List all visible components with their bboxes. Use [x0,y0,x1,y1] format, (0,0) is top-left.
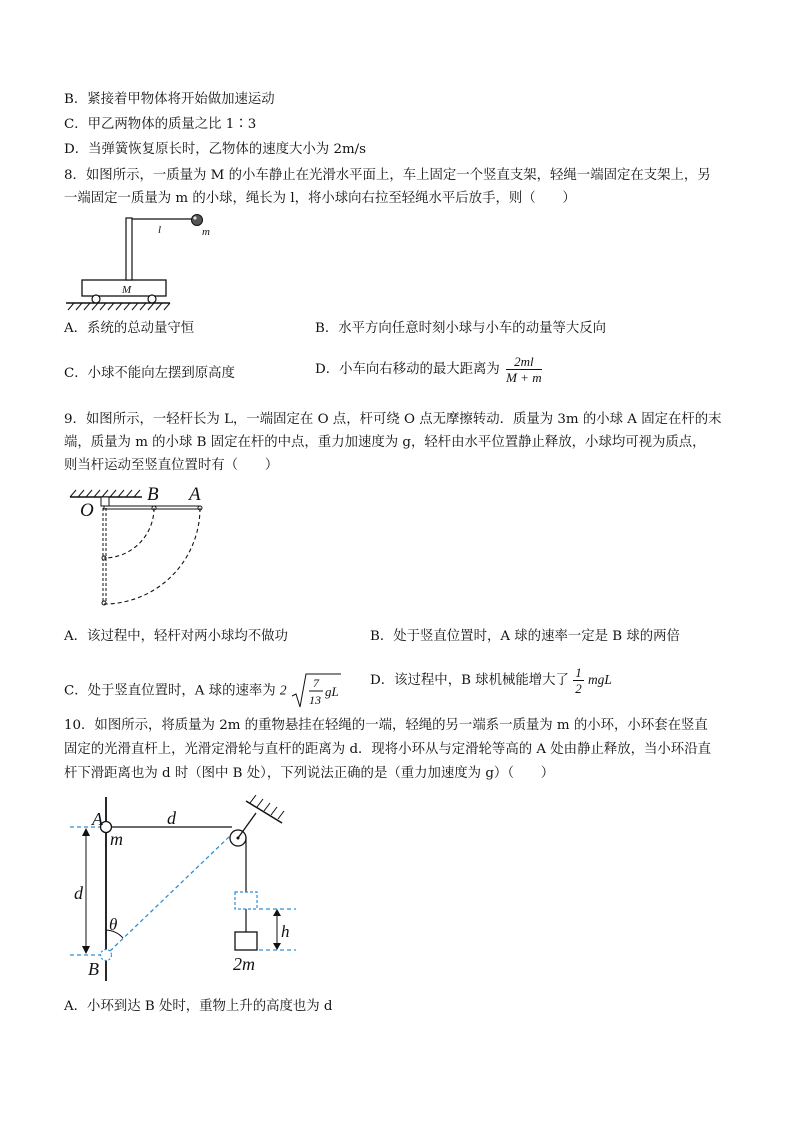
q8-option-b: B．水平方向任意时刻小球与小车的动量等大反向 [315,321,607,336]
q9-option-c-text: C．处于竖直位置时，A 球的速率为 [64,683,276,699]
q10-label-weight: 2m [233,954,255,974]
q10-stem-line1: 10．如图所示，将质量为 2m 的重物悬挂在轻绳的一端，轻绳的另一端系一质量为 m 的小环，小环套在竖直 [64,718,708,733]
q9-option-c-numerator: 7 [312,676,319,690]
q10-label-h: h [281,922,290,941]
q10-label-b: B [88,959,99,979]
q7-option-d [64,140,366,160]
q10-label-d-left: d [74,883,83,903]
q9-option-c-denominator: 13 [308,693,321,707]
q10-label-m: m [110,829,123,849]
q8-stem-line2: 一端固定一质量为 m 的小球，绳长为 l，将小球向右拉至轻绳水平后放手，则（ ） [64,191,576,206]
q8-option-d-fraction [506,354,542,385]
q7-option-c: C．甲乙两物体的质量之比 1∶3 [64,117,257,132]
q9-label-a: A [189,484,201,505]
q9-stem-line1: 9．如图所示，一轻杆长为 L，一端固定在 O 点，杆可绕 O 点无摩擦转动．质量为 3m 的小球 A 固定在杆的末 [64,412,722,427]
q9-stem-line3: 则当杆运动至竖直位置时有（ ） [64,458,279,473]
q8-cart-label: M [122,284,132,296]
q9-option-d-suffix: mgL [587,672,612,687]
q9-option-d-fraction [573,665,584,696]
q8-figure-cart-pendulum [60,208,240,312]
q9-option-d-numerator: 1 [575,665,582,680]
q8-option-a: A．系统的总动量守恒 [64,321,195,336]
q10-option-a: A．小环到达 B 处时，重物上升的高度也为 d [64,999,333,1014]
q9-stem-line2: 端，质量为 m 的小球 B 固定在杆的中点，重力加速度为 g，轻杆由水平位置静止释放，小球均可视为质点， [64,435,706,450]
q10-stem-line2: 固定的光滑直杆上，光滑定滑轮与直杆的距离为 d．现将小环从与定滑轮等高的 A 处由静止释放，当小环沿直 [64,742,711,757]
q9-option-c-coefficient: 2 [279,682,287,698]
q8-rope-label: l [158,224,162,236]
q8-option-d [315,354,542,385]
q9-option-b: B．处于竖直位置时，A 球的速率一定是 B 球的两倍 [370,629,680,644]
q9-option-d-denominator: 2 [575,681,582,696]
q9-option-d-text: D．该过程中，B 球机械能增大了 [370,673,569,688]
q8-option-d-text: D．小车向右移动的最大距离为 [315,362,500,377]
q8-stem-line1: 8．如图所示，一质量为 M 的小车静止在光滑水平面上，车上固定一个竖直支架，轻绳一端固定在支架上，另 [64,168,711,183]
q8-option-d-denominator: M + m [506,370,542,385]
q10-label-d-top: d [167,808,176,828]
q8-ball-label: m [202,226,210,238]
q9-figure-rotating-rod [64,480,224,612]
q9-option-c [64,672,343,710]
q8-option-c: C．小球不能向左摆到原高度 [64,366,235,381]
q7-option-d-text: D．当弹簧恢复原长时，乙物体的速度大小为 [64,142,330,157]
q9-option-c-sqrt [291,672,343,710]
q7-option-d-value: 2m/s [333,142,367,157]
q9-option-c-suffix: gL [324,684,339,699]
q10-label-a: A [92,809,103,829]
q9-label-o: O [80,500,94,521]
q10-label-theta: θ [109,915,118,934]
q10-stem-line3: 杆下滑距离也为 d 时（图中 B 处），下列说法正确的是（重力加速度为 g）（ ） [64,766,555,781]
q9-label-b: B [147,484,159,505]
q8-option-d-numerator: 2ml [506,354,542,370]
q10-figure-ring-pulley [60,795,320,985]
q7-option-b: B．紧接着甲物体将开始做加速运动 [64,92,275,107]
q9-option-d [370,665,612,696]
q9-option-a: A．该过程中，轻杆对两小球均不做功 [64,629,288,644]
